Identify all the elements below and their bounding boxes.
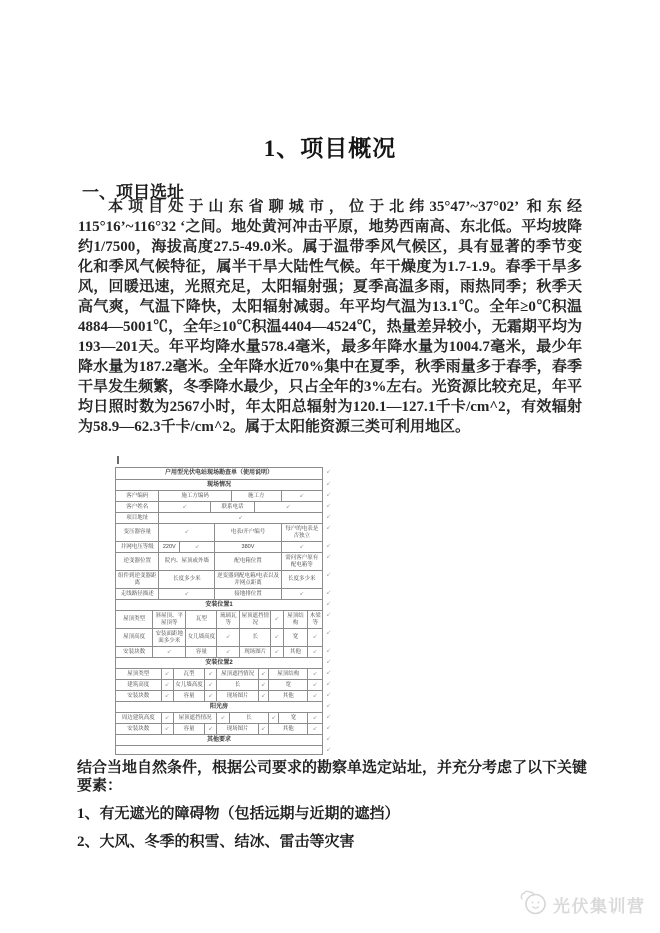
form-row bbox=[116, 611, 331, 629]
form-row bbox=[116, 647, 331, 658]
form-row bbox=[116, 524, 331, 542]
form-row bbox=[116, 542, 331, 553]
form-cell: 院内、屋顶或外墙 bbox=[159, 553, 215, 571]
form-row bbox=[116, 571, 331, 589]
form-cell: 项目地址 bbox=[116, 513, 159, 524]
form-cell: 琉璃瓦等 bbox=[217, 611, 240, 629]
key-point-2: 2、大风、冬季的积雪、结冰、雷击等灾害 bbox=[77, 834, 355, 850]
form-cell: 容量 bbox=[174, 724, 205, 735]
form-row bbox=[116, 491, 331, 502]
form-cell: 其他 bbox=[269, 724, 308, 735]
form-cell: 长 bbox=[240, 629, 271, 647]
form-cell: 瓦型 bbox=[174, 669, 205, 680]
form-cell: ↙ bbox=[308, 724, 322, 735]
form-cell: ↙ bbox=[205, 669, 217, 680]
form-cell: 屋顶类型 bbox=[116, 611, 153, 629]
form-row bbox=[116, 669, 331, 680]
end-of-row-mark: ↙ bbox=[325, 513, 331, 520]
form-cell: ↙ bbox=[153, 647, 186, 658]
end-of-row-mark: ↙ bbox=[325, 658, 331, 665]
form-cell: ↙ bbox=[180, 542, 215, 553]
end-of-row-mark: ↙ bbox=[325, 680, 331, 687]
form-cell: ↙ bbox=[271, 629, 283, 647]
form-cell: 瓦型 bbox=[186, 611, 217, 629]
form-cell: 女儿墙高度 bbox=[174, 680, 205, 691]
form-cell: ↙ bbox=[162, 669, 174, 680]
form-cell: ↙ bbox=[217, 713, 229, 724]
form-cell: ↙ bbox=[205, 680, 217, 691]
form-cell: 变压器容量 bbox=[116, 524, 159, 542]
form-cell: 建筑高度 bbox=[116, 680, 162, 691]
form-cell: 安装位置1 bbox=[116, 600, 323, 611]
form-cell bbox=[116, 746, 323, 755]
form-section-row bbox=[116, 735, 331, 746]
end-of-row-mark: ↙ bbox=[325, 746, 331, 753]
form-cell: 宽 bbox=[284, 629, 309, 647]
form-cell: 其他 bbox=[269, 691, 308, 702]
form-cell: ↙ bbox=[159, 524, 215, 542]
form-cell: 安装位置2 bbox=[116, 658, 323, 669]
form-cell: 周边建筑高度 bbox=[116, 713, 162, 724]
watermark-text: 光伏集训营 bbox=[553, 897, 646, 916]
form-cell: 屋顶遮挡情况 bbox=[240, 611, 271, 629]
end-of-row-mark: ↙ bbox=[325, 571, 331, 578]
form-cell: ↙ bbox=[308, 691, 322, 702]
form-cell: 容量 bbox=[186, 647, 217, 658]
form-cell: 现场图片 bbox=[240, 647, 271, 658]
form-cell: ↙ bbox=[259, 680, 269, 691]
form-cell: ↙ bbox=[271, 611, 283, 629]
form-cell: ↙ bbox=[282, 589, 323, 600]
form-cell: 现场图片 bbox=[217, 724, 258, 735]
end-of-row-mark: ↙ bbox=[325, 502, 331, 509]
form-cell: 施工方编码 bbox=[159, 491, 231, 502]
end-of-row-mark: ↙ bbox=[325, 600, 331, 607]
form-cell: 长度多少米 bbox=[159, 571, 215, 589]
section-heading: 一、项目选址 bbox=[82, 183, 184, 202]
form-cell: 接地排位置 bbox=[215, 589, 281, 600]
panda-circle-logo-icon bbox=[518, 888, 548, 921]
form-row bbox=[116, 680, 331, 691]
end-of-row-mark: ↙ bbox=[325, 542, 331, 549]
form-cell: 木梁等 bbox=[308, 611, 322, 629]
form-cell: ↙ bbox=[205, 724, 217, 735]
form-cell: ↙ bbox=[255, 502, 323, 513]
end-of-row-mark: ↙ bbox=[325, 647, 331, 654]
form-cell: 户用型光伏电站现场勘查单（使用说明） bbox=[116, 468, 323, 480]
form-cell: ↙ bbox=[271, 647, 283, 658]
form-cell: 安装面距地面多少米 bbox=[153, 629, 186, 647]
form-cell: ↙ bbox=[205, 691, 217, 702]
form-cell: 屋顶高度 bbox=[116, 629, 153, 647]
form-cell: 220V bbox=[159, 542, 180, 553]
form-cell: 客户姓名 bbox=[116, 502, 159, 513]
form-cell: 施工方 bbox=[232, 491, 282, 502]
form-cell: ↙ bbox=[162, 691, 174, 702]
end-of-row-mark: ↙ bbox=[325, 724, 331, 731]
closing-paragraph: 结合当地自然条件，根据公司要求的勘察单选定站址，并充分考虑了以下关键要素： bbox=[77, 760, 588, 794]
form-cell: ↙ bbox=[217, 629, 240, 647]
form-row bbox=[116, 502, 331, 513]
form-cell: ↙ bbox=[308, 713, 322, 724]
form-row bbox=[116, 513, 331, 524]
form-cell: ↙ bbox=[259, 691, 269, 702]
end-of-row-mark: ↙ bbox=[325, 611, 331, 618]
end-of-row-mark: ↙ bbox=[325, 629, 331, 636]
form-row bbox=[116, 589, 331, 600]
form-cell: 安装块数 bbox=[116, 647, 153, 658]
form-cell: ↙ bbox=[159, 589, 215, 600]
form-section-row bbox=[116, 600, 331, 611]
end-of-row-mark: ↙ bbox=[325, 735, 331, 742]
form-cell: ↙ bbox=[162, 724, 174, 735]
form-row bbox=[116, 713, 331, 724]
end-of-row-mark: ↙ bbox=[325, 553, 331, 560]
form-cell: ↙ bbox=[269, 713, 279, 724]
form-cell: 阳光房 bbox=[116, 702, 323, 713]
form-cell: 其他 bbox=[284, 647, 309, 658]
form-cell: 逆变器位置 bbox=[116, 553, 159, 571]
form-cell: 女儿墙高度 bbox=[186, 629, 217, 647]
form-cell: 屋顶结构 bbox=[284, 611, 309, 629]
form-cell: ↙ bbox=[308, 647, 322, 658]
form-cell: 并网电压等级 bbox=[116, 542, 159, 553]
form-cell: 逆变器到配电箱/电表以及并网点距离 bbox=[215, 571, 281, 589]
form-cell: ↙ bbox=[282, 542, 323, 553]
form-cell: 安装块数 bbox=[116, 691, 162, 702]
form-cell: 宽 bbox=[269, 680, 308, 691]
form-section-row bbox=[116, 702, 331, 713]
end-of-row-mark: ↙ bbox=[325, 589, 331, 596]
survey-form-table bbox=[115, 467, 331, 755]
form-row bbox=[116, 746, 331, 755]
scan-artifact-mark bbox=[117, 456, 121, 464]
form-cell: 宽 bbox=[279, 713, 308, 724]
form-cell: 电表/开户编号 bbox=[215, 524, 281, 542]
form-cell: 客户编码 bbox=[116, 491, 159, 502]
end-of-row-mark: ↙ bbox=[325, 691, 331, 698]
form-cell: 现场情况 bbox=[116, 480, 323, 491]
form-cell: 屋顶结构 bbox=[269, 669, 308, 680]
form-cell: 每户的电表是否独立 bbox=[282, 524, 323, 542]
form-cell: 屋顶遮挡情况 bbox=[217, 669, 258, 680]
form-cell: 其他要求 bbox=[116, 735, 323, 746]
form-cell: ↙ bbox=[308, 680, 322, 691]
form-cell: 需问客户原有配电箱等 bbox=[282, 553, 323, 571]
watermark bbox=[518, 888, 646, 921]
form-cell: ↙ bbox=[259, 669, 269, 680]
form-cell: 联系电话 bbox=[211, 502, 254, 513]
form-cell: ↙ bbox=[159, 502, 211, 513]
form-cell: 斜屋顶、平屋顶等 bbox=[153, 611, 186, 629]
form-cell: ↙ bbox=[308, 629, 322, 647]
end-of-row-mark: ↙ bbox=[325, 713, 331, 720]
end-of-row-mark: ↙ bbox=[325, 468, 331, 475]
end-of-row-mark: ↙ bbox=[325, 480, 331, 487]
form-cell: ↙ bbox=[159, 513, 323, 524]
closing-block bbox=[77, 759, 587, 851]
form-row bbox=[116, 553, 331, 571]
form-cell: ↙ bbox=[162, 713, 174, 724]
form-cell: ↙ bbox=[162, 680, 174, 691]
form-row bbox=[116, 691, 331, 702]
form-cell: ↙ bbox=[259, 724, 269, 735]
form-cell: 容量 bbox=[174, 691, 205, 702]
form-row bbox=[116, 629, 331, 647]
form-cell: 长 bbox=[230, 713, 269, 724]
form-cell: 配电箱位置 bbox=[215, 553, 281, 571]
form-cell: 走线路径描述 bbox=[116, 589, 159, 600]
form-row bbox=[116, 724, 331, 735]
page-title: 1、项目概况 bbox=[263, 136, 397, 161]
form-cell: ↙ bbox=[308, 669, 322, 680]
form-title-row bbox=[116, 468, 331, 480]
form-cell: 屋顶类型 bbox=[116, 669, 162, 680]
form-section-row bbox=[116, 658, 331, 669]
form-section-row bbox=[116, 480, 331, 491]
form-cell: 安装块数 bbox=[116, 724, 162, 735]
form-cell: 现场图片 bbox=[217, 691, 258, 702]
end-of-row-mark: ↙ bbox=[325, 702, 331, 709]
form-cell: 屋顶遮挡情况 bbox=[174, 713, 217, 724]
form-cell: 组件到逆变器距离 bbox=[116, 571, 159, 589]
form-cell: 长度多少米 bbox=[282, 571, 323, 589]
form-cell: 380V bbox=[215, 542, 281, 553]
end-of-row-mark: ↙ bbox=[325, 524, 331, 531]
body-paragraph: 本项目处于山东省聊城市，位于北纬35°47’~37°02’ 和东经115°16’~116°32 ‘之间。地处黄河冲击平原，地势西南高、东北低。平均坡降约1/7500，海拔高度27.5-49.0米。属于温带季风气候区，具有显著的季节变化和季风气候特征，属半干旱大陆性气候。年干燥度为1.7-1.9。春季干旱多风，回暖迅速，光照充足，太阳辐射强；夏季高温多雨，雨热同季；秋季天高气爽，气温下降快，太阳辐射减弱。年平均气温为13.1℃。全年≥0℃积温4884—5001℃，全年≥10℃积温4404—4524℃，热量差异较小，无霜期平均为193—201天。年平均降水量578.4毫米，最多年降水量为1004.7毫米，最少年降水量为187.2毫米。全年降水近70%集中在夏季，秋季雨量多于春季，春季干旱发生频繁，冬季降水最少，只占全年的3%左右。光资源比较充足，年平均日照时数为2567小时，年太阳总辐射为120.1—127.1千卡/cm^2，有效辐射为58.9—62.3千卡/cm^2。属于太阳能资源三类可利用地区。 bbox=[78, 199, 582, 435]
end-of-row-mark: ↙ bbox=[325, 491, 331, 498]
form-cell: ↙ bbox=[282, 491, 323, 502]
end-of-row-mark: ↙ bbox=[325, 669, 331, 676]
form-cell: ↙ bbox=[217, 647, 240, 658]
form-cell: 长 bbox=[217, 680, 258, 691]
key-point-1: 1、有无遮光的障碍物（包括远期与近期的遮挡） bbox=[77, 806, 400, 822]
